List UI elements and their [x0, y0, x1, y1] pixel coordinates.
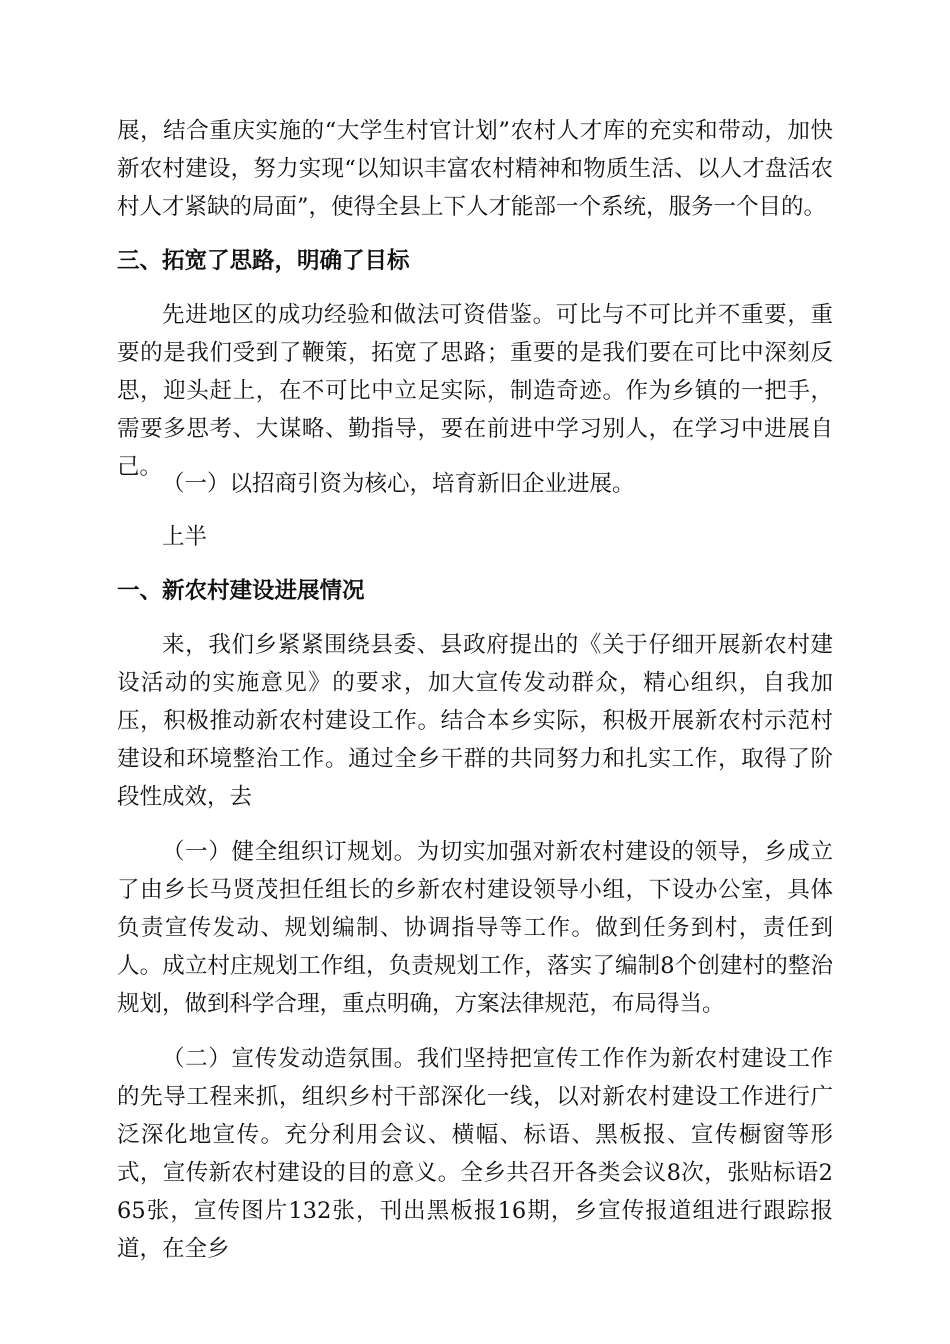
section-heading-1: 一、新农村建设进展情况 [117, 578, 365, 604]
paragraph-publicity: （二）宣传发动造氛围。我们坚持把宣传工作作为新农村建设工作的先导工程来抓，组织乡村干部深化一线，以对新农村建设工作进行广泛深化地宣传。充分利用会议、横幅、标语、黑板报、宣传橱窗等形式，宣传新农村建设的目的意义。全乡共召开各类会议8次，张贴标语265张，宣传图片132张，刊出黑板报16期，乡宣传报道组进行跟踪报道，在全乡 [117, 1046, 833, 1262]
section-heading-3: 三、拓宽了思路，明确了目标 [117, 248, 410, 274]
paragraph-progress: 来，我们乡紧紧围绕县委、县政府提出的《关于仔细开展新农村建设活动的实施意见》的要求，加大宣传发动群众，精心组织，自我加压，积极推动新农村建设工作。结合本乡实际，积极开展新农村示范村建设和环境整治工作。通过全乡干群的共同努力和扎实工作，取得了阶段性成效，去 [117, 632, 833, 810]
paragraph-talent-plan: 展，结合重庆实施的“大学生村官计划”农村人才库的充实和带动，加快新农村建设，努力实现“以知识丰富农村精神和物质生活、以人才盘活农村人才紧缺的局面”，使得全县上下人才能部一个系统，服务一个目的。 [117, 118, 833, 220]
paragraph-organization: （一）健全组织订规划。为切实加强对新农村建设的领导，乡成立了由乡长马贤茂担任组长的乡新农村建设领导小组，下设办公室，具体负责宣传发动、规划编制、协调指导等工作。做到任务到村，责任到人。成立村庄规划工作组，负责规划工作，落实了编制8个创建村的整治规划，做到科学合理，重点明确，方案法律规范，布局得当。 [117, 839, 833, 1017]
paragraph-investment: （一）以招商引资为核心，培育新旧企业进展。 [162, 471, 635, 497]
paragraph-experience: 先进地区的成功经验和做法可资借鉴。可比与不可比并不重要，重要的是我们受到了鞭策，拓宽了思路；重要的是我们要在可比中深刻反思，迎头赶上，在不可比中立足实际，制造奇迹。作为乡镇的一把手，需要多思考、大谋略、勤指导，要在前进中学习别人，在学习中进展自己。 [117, 302, 833, 480]
paragraph-fragment: 上半 [162, 524, 208, 550]
